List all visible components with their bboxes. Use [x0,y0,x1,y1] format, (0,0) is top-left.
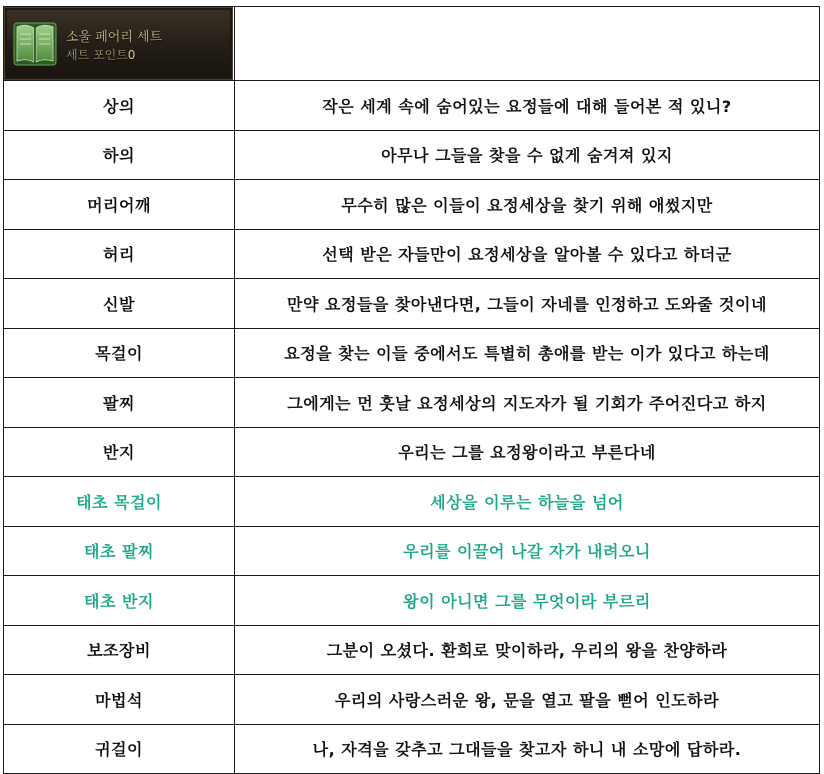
slot-description: 왕이 아니면 그를 무엇이라 부르리 [235,576,820,626]
slot-label: 머리어깨 [4,180,235,230]
slot-label: 허리 [4,229,235,279]
slot-label: 귀걸이 [4,724,235,774]
set-points [66,46,135,63]
header-row [4,7,820,81]
table-row [4,576,820,626]
set-points-value: 0 [127,48,136,62]
slot-label: 신발 [4,279,235,329]
table-row [4,724,820,774]
slot-description: 우리는 그를 요정왕이라고 부른다네 [235,427,820,477]
slot-label: 하의 [4,130,235,180]
slot-description: 선택 받은 자들만이 요정세상을 알아볼 수 있다고 하더군 [235,229,820,279]
slot-label: 태초 팔찌 [4,526,235,576]
set-banner [4,7,233,80]
table-row [4,526,820,576]
table-row [4,378,820,428]
slot-description: 아무나 그들을 찾을 수 없게 숨겨져 있지 [235,130,820,180]
set-name: 소울 페어리 세트 [66,30,163,45]
slot-label: 태초 반지 [4,576,235,626]
table-row [4,675,820,725]
slot-description: 그분이 오셨다. 환희로 맞이하라, 우리의 왕을 찬양하라 [235,625,820,675]
open-book-icon [12,17,58,69]
slot-description: 그에게는 먼 훗날 요정세상의 지도자가 될 기회가 주어진다고 하지 [235,378,820,428]
slot-description: 세상을 이루는 하늘을 넘어 [235,477,820,527]
slot-description: 만약 요정들을 찾아낸다면, 그들이 자네를 인정하고 도와줄 것이네 [235,279,820,329]
slot-label: 마법석 [4,675,235,725]
slot-label: 상의 [4,81,235,131]
table-row [4,477,820,527]
set-description-table [3,6,820,774]
table-row [4,279,820,329]
slot-description: 우리를 이끌어 나갈 자가 내려오니 [235,526,820,576]
slot-description: 무수히 많은 이들이 요정세상을 찾기 위해 애썼지만 [235,180,820,230]
table-row [4,81,820,131]
slot-label: 반지 [4,427,235,477]
slot-description: 작은 세계 속에 숨어있는 요정들에 대해 들어본 적 있니? [235,81,820,131]
slot-label: 보조장비 [4,625,235,675]
slot-description: 우리의 사랑스러운 왕, 문을 열고 팔을 뻗어 인도하라 [235,675,820,725]
table-row [4,180,820,230]
table-row [4,625,820,675]
slot-label: 목걸이 [4,328,235,378]
slot-description: 나, 자격을 갖추고 그대들을 찾고자 하니 내 소망에 답하라. [235,724,820,774]
slot-description: 요정을 찾는 이들 중에서도 특별히 총애를 받는 이가 있다고 하는데 [235,328,820,378]
table-row [4,229,820,279]
table-row [4,130,820,180]
slot-label: 팔찌 [4,378,235,428]
slot-label: 태초 목걸이 [4,477,235,527]
set-points-label: 세트 포인트 [66,48,128,62]
set-banner-cell [4,7,235,81]
table-row [4,427,820,477]
header-blank-cell [235,7,820,81]
table-row [4,328,820,378]
